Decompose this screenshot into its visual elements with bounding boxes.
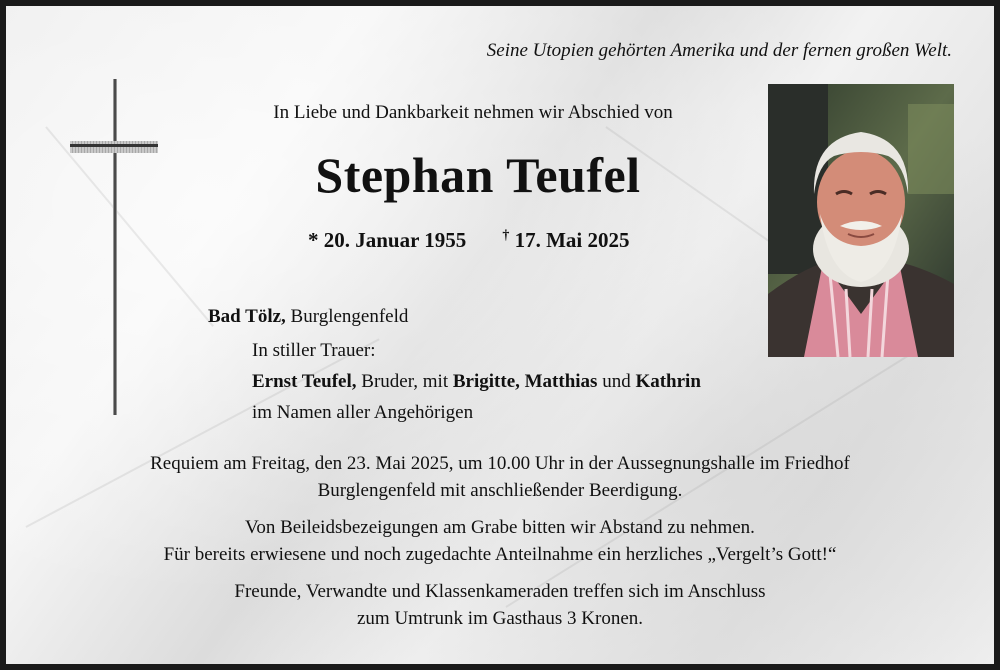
obituary-card	[6, 6, 994, 664]
requiem-text: Requiem am Freitag, den 23. Mai 2025, um 10.00 Uhr in der Aussegnungshalle im Friedhof Burglengenfeld mit anschließender Beerdigung.	[150, 453, 850, 501]
motto: Seine Utopien gehörten Amerika und der fernen großen Welt.	[486, 40, 952, 61]
portrait-photo	[768, 84, 954, 357]
death-date: 17. Mai 2025	[514, 228, 630, 252]
family-line-2: im Namen aller Angehörigen	[252, 402, 474, 423]
family-line: Ernst Teufel, Bruder, mit Brigitte, Matthias und Kathrin	[252, 371, 701, 392]
birth-date: * 20. Januar 1955	[308, 228, 467, 252]
intro-line: In Liebe und Dankbarkeit nehmen wir Abschied von	[273, 102, 673, 123]
places-line: Bad Tölz, Burglengenfeld	[208, 306, 409, 327]
life-dates	[308, 228, 629, 253]
condolence-text: Von Beileidsbezeigungen am Grabe bitten wir Abstand zu nehmen. Für bereits erwiesene und noch zugedachte Anteilnahme ein herzliches „Vergelt’s Gott!“	[163, 517, 837, 565]
deceased-name: Stephan Teufel	[315, 147, 641, 203]
mourning-label: In stiller Trauer:	[252, 340, 376, 361]
gathering-text: Freunde, Verwandte und Klassenkameraden treffen sich im Anschluss zum Umtrunk im Gasthaus 3 Kronen.	[234, 581, 766, 629]
dagger-symbol: †	[502, 228, 510, 243]
